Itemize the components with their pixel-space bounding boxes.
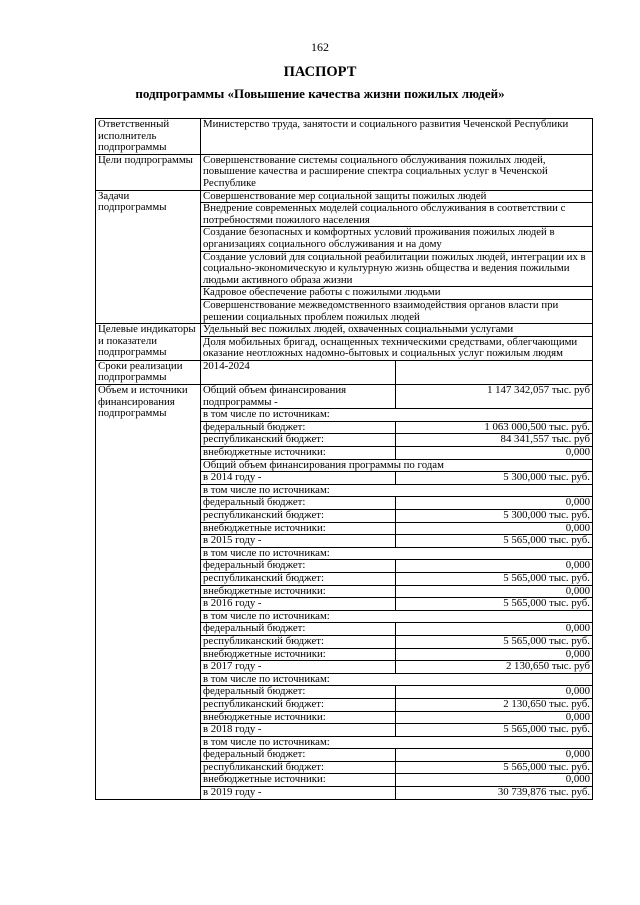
task-item: Совершенствование межведомственного взаимодействия органов власти при решении социальных проблем пожилых людей [201,299,593,323]
year-federal-label: федеральный бюджет: [201,749,396,762]
year-extra-label: внебюджетные источники: [201,774,396,787]
indicator-item: Удельный вес пожилых людей, охваченных социальными услугами [201,324,593,337]
funding-extra-label: внебюджетные источники: [201,447,396,460]
funding-total-value: 1 147 342,057 тыс. руб [396,385,593,409]
page-number: 162 [311,40,329,54]
year-federal-label: федеральный бюджет: [201,623,396,636]
funding-republic-label: республиканский бюджет: [201,434,396,447]
funding-label: Объем и источники финансирования подпрограммы [96,385,201,800]
year-sources-label: в том числе по источникам: [201,736,593,749]
year-total-value: 30 739,876 тыс. руб. [396,787,593,800]
year-extra-value: 0,000 [396,585,593,598]
year-republic-value: 5 565,000 тыс. руб. [396,572,593,585]
year-extra-value: 0,000 [396,648,593,661]
indicators-label: Целевые индикаторы и показатели подпрограммы [96,324,201,361]
year-label: в 2019 году - [201,787,396,800]
document-subtitle: подпрограммы «Повышение качества жизни пожилых людей» [135,86,505,101]
goals-label: Цели подпрограммы [96,154,201,190]
year-republic-value: 5 565,000 тыс. руб. [396,635,593,648]
task-item: Совершенствование мер социальной защиты пожилых людей [201,190,593,203]
year-label: в 2017 году - [201,661,396,674]
task-item: Внедрение современных моделей социального обслуживания в соответствии с потребностями пожилого населения [201,203,593,227]
task-item: Создание условий для социальной реабилитации пожилых людей, интеграции их в социально-экономическую и культурную жизнь общества и ведения пожилыми людьми активного образа жизни [201,251,593,287]
funding-federal-label: федеральный бюджет: [201,421,396,434]
year-extra-label: внебюджетные источники: [201,648,396,661]
task-item: Создание безопасных и комфортных условий проживания пожилых людей в организациях социального обслуживания и на дому [201,227,593,251]
goals-value: Совершенствование системы социального обслуживания пожилых людей, повышение качества и расширение спектра социальных услуг в Чеченской Республике [201,154,593,190]
year-sources-label: в том числе по источникам: [201,610,593,623]
year-total-value: 5 565,000 тыс. руб. [396,598,593,611]
executor-label: Ответственный исполнитель подпрограммы [96,119,201,155]
row-executor [96,119,593,155]
year-republic-label: республиканский бюджет: [201,635,396,648]
row-indicator [96,324,593,337]
year-label: в 2016 году - [201,598,396,611]
year-extra-value: 0,000 [396,774,593,787]
year-federal-value: 0,000 [396,497,593,510]
year-total-value: 5 565,000 тыс. руб. [396,724,593,737]
executor-value: Министерство труда, занятости и социального развития Чеченской Республики [201,119,593,155]
year-federal-value: 0,000 [396,560,593,573]
terms-label: Сроки реализации подпрограммы [96,360,201,384]
task-item: Кадровое обеспечение работы с пожилыми людьми [201,287,593,300]
passport-table [95,118,593,800]
year-federal-label: федеральный бюджет: [201,560,396,573]
indicator-item: Доля мобильных бригад, оснащенных техническими средствами, облегчающими оказание неотложных надомно-бытовых и социальных услуг пожилым людям [201,336,593,360]
tasks-label: Задачи подпрограммы [96,190,201,324]
year-sources-label: в том числе по источникам: [201,673,593,686]
year-republic-label: республиканский бюджет: [201,761,396,774]
funding-sources-label: в том числе по источникам: [201,409,593,422]
year-extra-value: 0,000 [396,522,593,535]
terms-empty [396,360,593,384]
year-federal-value: 0,000 [396,749,593,762]
year-label: в 2015 году - [201,535,396,548]
year-federal-label: федеральный бюджет: [201,686,396,699]
year-federal-value: 0,000 [396,686,593,699]
year-sources-label: в том числе по источникам: [201,484,593,497]
year-label: в 2014 году - [201,472,396,485]
row-funding-total [96,385,593,409]
year-federal-label: федеральный бюджет: [201,497,396,510]
terms-value: 2014-2024 [201,360,396,384]
year-total-value: 5 300,000 тыс. руб. [396,472,593,485]
year-extra-label: внебюджетные источники: [201,585,396,598]
document-title: ПАСПОРТ [283,64,357,80]
year-extra-label: внебюджетные источники: [201,711,396,724]
year-republic-value: 5 300,000 тыс. руб. [396,510,593,523]
year-total-value: 5 565,000 тыс. руб. [396,535,593,548]
year-federal-value: 0,000 [396,623,593,636]
funding-federal-value: 1 063 000,500 тыс. руб. [396,421,593,434]
year-republic-label: республиканский бюджет: [201,698,396,711]
year-republic-value: 5 565,000 тыс. руб. [396,761,593,774]
year-label: в 2018 году - [201,724,396,737]
funding-republic-value: 84 341,557 тыс. руб [396,434,593,447]
row-task [96,190,593,203]
year-sources-label: в том числе по источникам: [201,547,593,560]
year-extra-value: 0,000 [396,711,593,724]
row-terms [96,360,593,384]
funding-extra-value: 0,000 [396,447,593,460]
year-republic-label: республиканский бюджет: [201,510,396,523]
funding-by-years-label: Общий объем финансирования программы по годам [201,459,593,472]
year-extra-label: внебюджетные источники: [201,522,396,535]
funding-total-label: Общий объем финансирования подпрограммы - [201,385,396,409]
year-republic-label: республиканский бюджет: [201,572,396,585]
year-total-value: 2 130,650 тыс. руб [396,661,593,674]
row-goals [96,154,593,190]
year-republic-value: 2 130,650 тыс. руб. [396,698,593,711]
